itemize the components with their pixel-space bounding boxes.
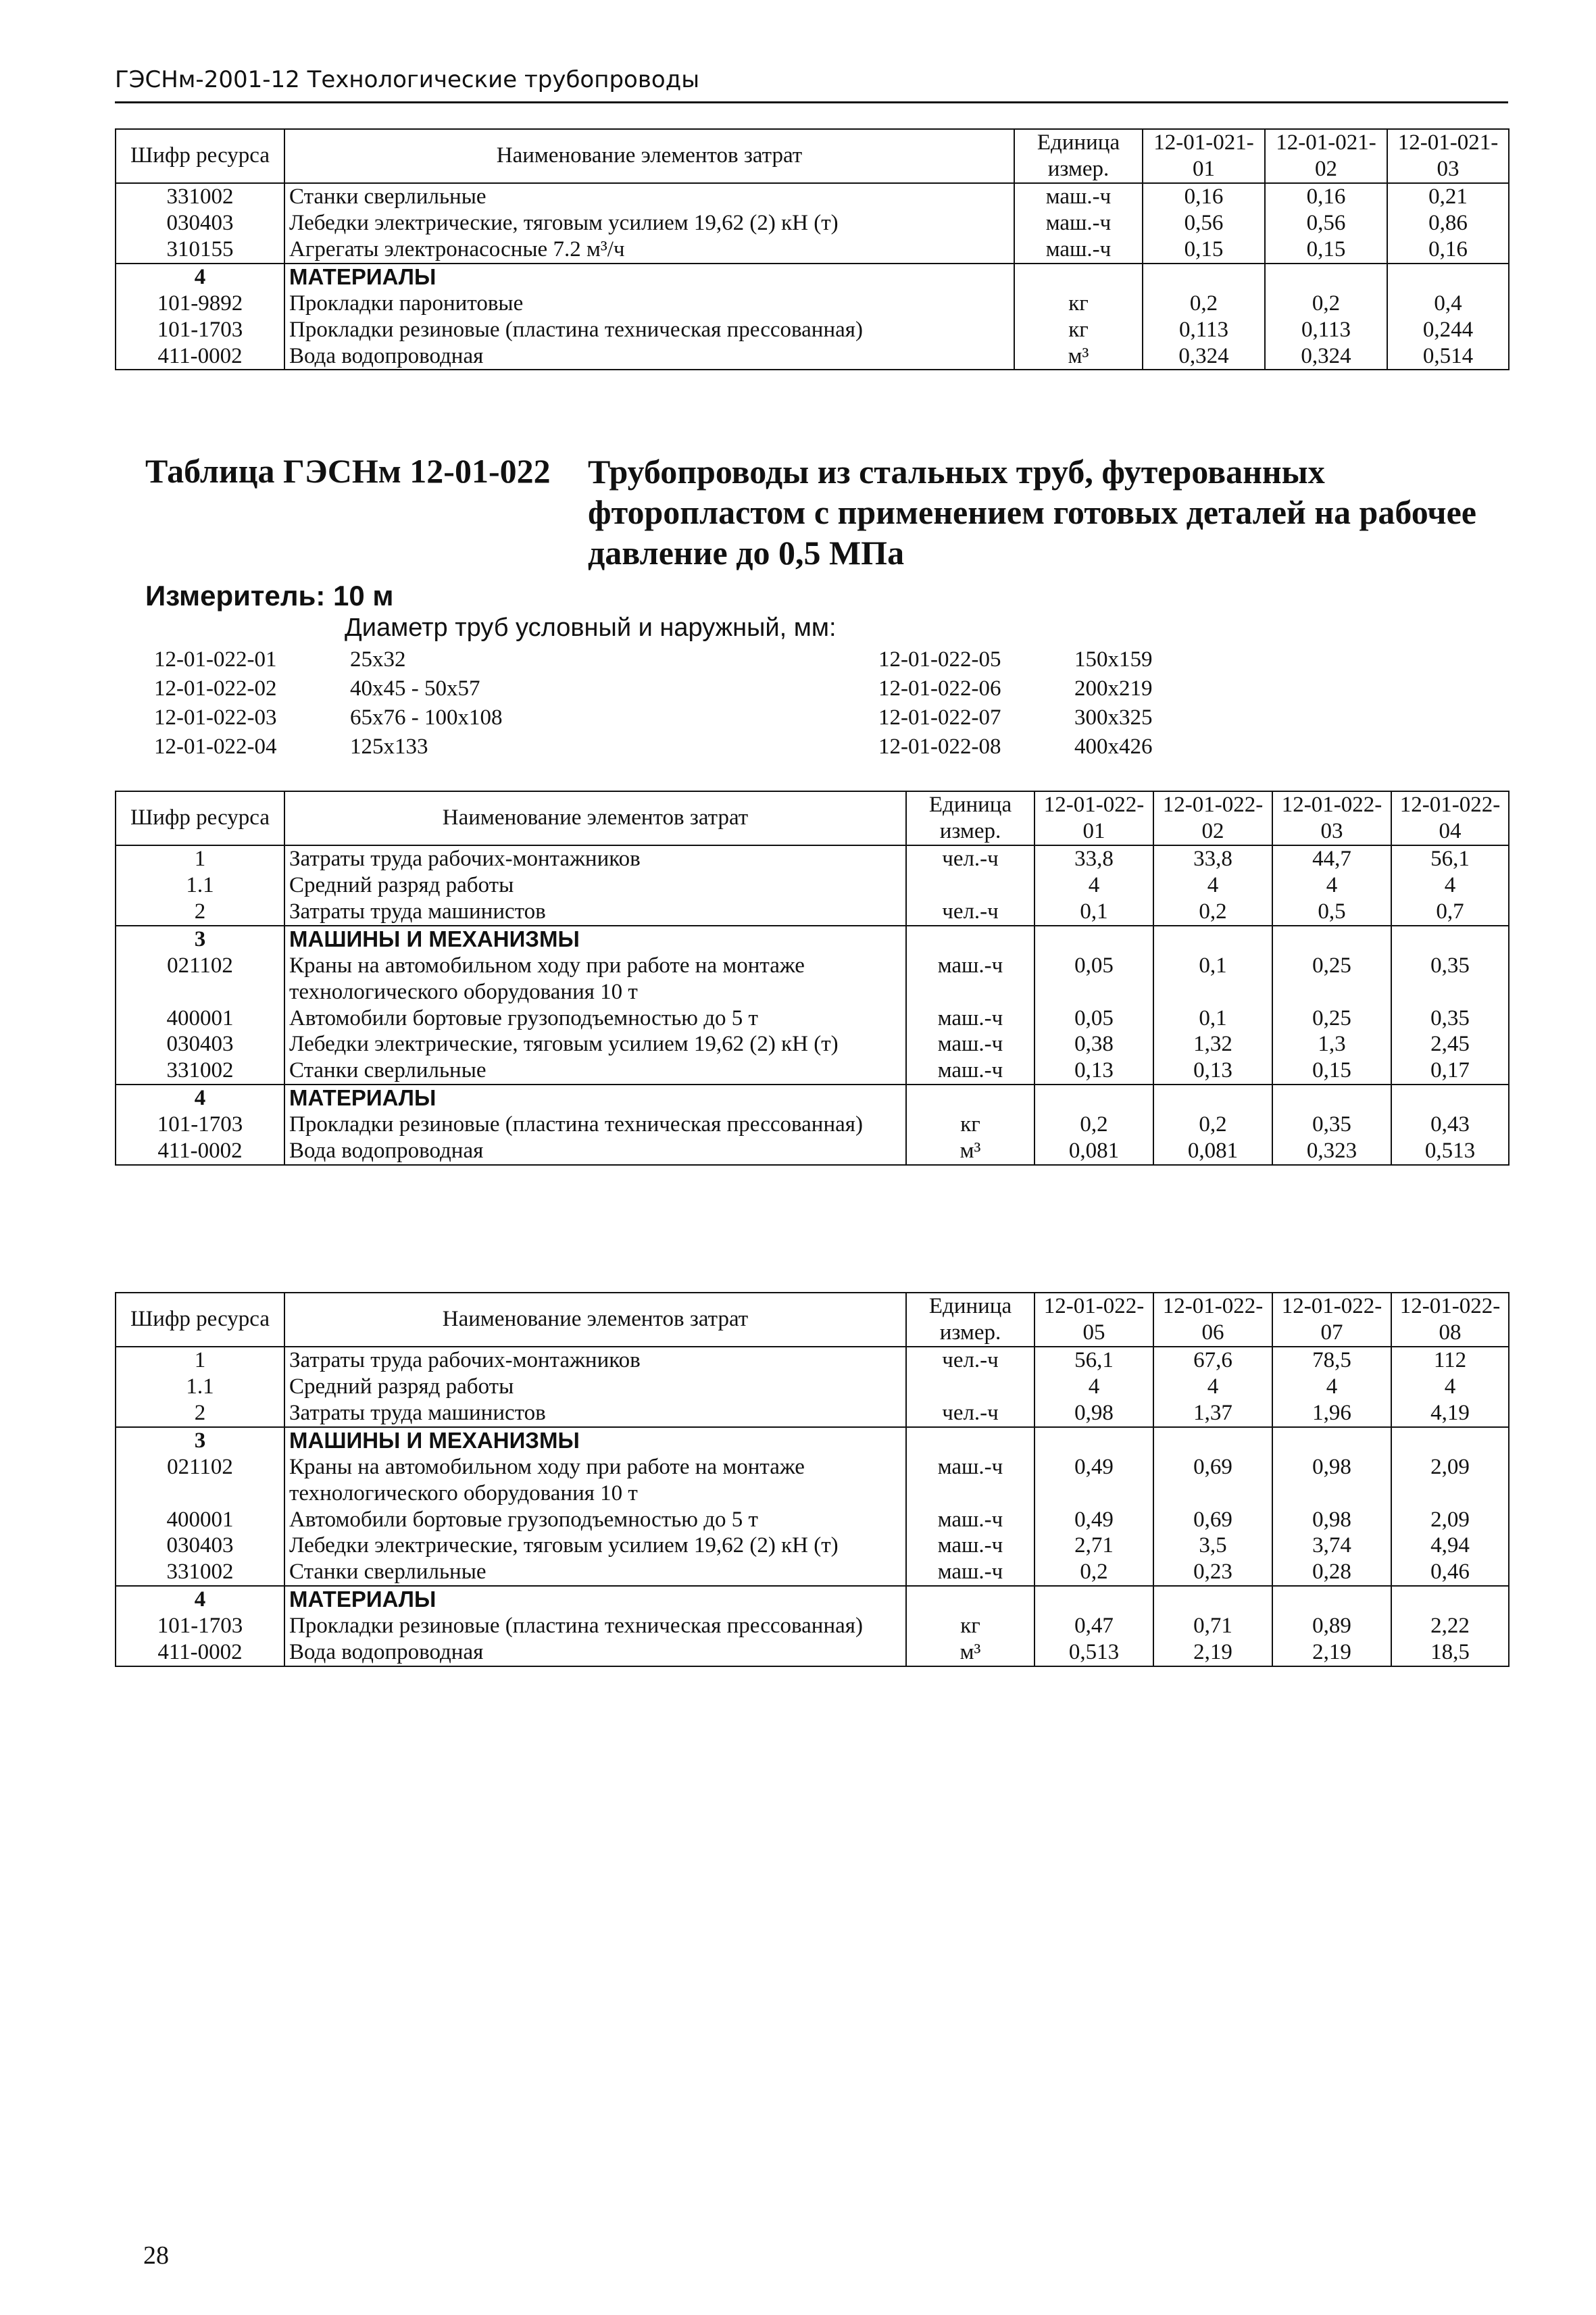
resource-unit: маш.-ч xyxy=(906,1533,1034,1559)
resource-value: 2,45 xyxy=(1391,1031,1509,1057)
diameter-size: 400x426 xyxy=(1074,735,1153,759)
resource-unit: маш.-ч xyxy=(906,1057,1034,1085)
resource-unit xyxy=(906,1085,1034,1112)
resource-unit: маш.-ч xyxy=(906,1507,1034,1533)
table-row xyxy=(116,872,1509,899)
resource-code: 411-0002 xyxy=(116,343,284,370)
page-number: 28 xyxy=(143,2241,169,2270)
header-col: 12-01-021-02 xyxy=(1265,129,1387,183)
resource-code: 331002 xyxy=(116,1057,284,1085)
table-row xyxy=(116,1057,1509,1085)
resource-name: МАТЕРИАЛЫ xyxy=(284,264,1014,291)
resource-unit: чел.-ч xyxy=(906,1347,1034,1374)
resource-name: Автомобили бортовые грузоподъемностью до 5 т xyxy=(284,1507,906,1533)
diameter-size: 40x45 - 50x57 xyxy=(350,676,480,701)
resource-value: 0,21 xyxy=(1387,183,1509,210)
resource-value: 0,1 xyxy=(1153,1005,1272,1032)
resource-value: 3,5 xyxy=(1153,1533,1272,1559)
diameter-size: 25x32 xyxy=(350,647,406,672)
resource-value xyxy=(1153,1586,1272,1613)
resource-value: 0,2 xyxy=(1153,899,1272,926)
resource-name: Вода водопроводная xyxy=(284,343,1014,370)
resource-code: 2 xyxy=(116,899,284,926)
resource-name: Средний разряд работы xyxy=(284,872,906,899)
resource-value: 0,69 xyxy=(1153,1454,1272,1507)
resource-name: МАТЕРИАЛЫ xyxy=(284,1085,906,1112)
resource-value: 0,43 xyxy=(1391,1112,1509,1138)
resource-value: 0,49 xyxy=(1034,1454,1153,1507)
resource-value: 1,3 xyxy=(1272,1031,1391,1057)
table-row xyxy=(116,183,1509,210)
resource-value: 0,1 xyxy=(1034,899,1153,926)
resource-value: 0,56 xyxy=(1265,210,1387,237)
resource-value: 4 xyxy=(1034,1374,1153,1400)
resource-name: Вода водопроводная xyxy=(284,1639,906,1666)
table-row xyxy=(116,1533,1509,1559)
resource-value: 0,69 xyxy=(1153,1507,1272,1533)
resource-name: Лебедки электрические, тяговым усилием 19,62 (2) кН (т) xyxy=(284,210,1014,237)
resource-name: Прокладки резиновые (пластина техническая прессованная) xyxy=(284,1613,906,1639)
resource-value: 0,7 xyxy=(1391,899,1509,926)
resource-value: 0,324 xyxy=(1265,343,1387,370)
table-row xyxy=(116,926,1509,953)
resource-value: 4 xyxy=(1153,872,1272,899)
diameter-code: 12-01-022-06 xyxy=(878,676,1001,701)
resource-value: 0,15 xyxy=(1143,237,1265,264)
resource-value: 4 xyxy=(1153,1374,1272,1400)
resource-code: 331002 xyxy=(116,1559,284,1586)
resource-name: Краны на автомобильном ходу при работе на монтаже технологического оборудования 10 т xyxy=(284,953,906,1005)
header-name: Наименование элементов затрат xyxy=(284,791,906,845)
resource-name: Станки сверлильные xyxy=(284,1057,906,1085)
header-col: 12-01-022-04 xyxy=(1391,791,1509,845)
resource-code: 400001 xyxy=(116,1507,284,1533)
resource-value: 0,324 xyxy=(1143,343,1265,370)
resource-unit: м³ xyxy=(906,1138,1034,1165)
table-row xyxy=(116,264,1509,291)
table-row xyxy=(116,953,1509,1005)
table-row xyxy=(116,899,1509,926)
table-row xyxy=(116,237,1509,264)
resource-value: 3,74 xyxy=(1272,1533,1391,1559)
resource-name: Лебедки электрические, тяговым усилием 19,62 (2) кН (т) xyxy=(284,1533,906,1559)
header-col: 12-01-022-08 xyxy=(1391,1293,1509,1347)
resource-unit xyxy=(906,926,1034,953)
resource-value: 0,081 xyxy=(1034,1138,1153,1165)
resource-unit: маш.-ч xyxy=(1014,183,1143,210)
resource-name: Прокладки резиновые (пластина техническая прессованная) xyxy=(284,317,1014,343)
header-col: 12-01-022-01 xyxy=(1034,791,1153,845)
table-title-label: Таблица ГЭСНм 12-01-022 xyxy=(145,452,551,490)
table-body xyxy=(116,1347,1509,1666)
resource-value: 33,8 xyxy=(1153,845,1272,872)
resource-value: 0,86 xyxy=(1387,210,1509,237)
resource-value: 0,513 xyxy=(1391,1138,1509,1165)
resource-code: 030403 xyxy=(116,1031,284,1057)
table-row xyxy=(116,1613,1509,1639)
resource-value xyxy=(1265,264,1387,291)
resource-value: 2,09 xyxy=(1391,1454,1509,1507)
header-unit: Единица измер. xyxy=(1014,129,1143,183)
resource-value xyxy=(1272,1085,1391,1112)
resource-unit: маш.-ч xyxy=(906,1454,1034,1507)
table-row xyxy=(116,1559,1509,1586)
resource-value: 0,15 xyxy=(1265,237,1387,264)
table-row xyxy=(116,1005,1509,1032)
resource-value: 0,081 xyxy=(1153,1138,1272,1165)
resource-name: Агрегаты электронасосные 7.2 м³/ч xyxy=(284,237,1014,264)
table-body xyxy=(116,845,1509,1165)
table-row xyxy=(116,210,1509,237)
resource-value: 1,96 xyxy=(1272,1400,1391,1427)
header-col: 12-01-021-03 xyxy=(1387,129,1509,183)
header-col: 12-01-022-07 xyxy=(1272,1293,1391,1347)
table-row xyxy=(116,1400,1509,1427)
resource-value: 0,13 xyxy=(1034,1057,1153,1085)
resource-value: 4,19 xyxy=(1391,1400,1509,1427)
resource-unit: кг xyxy=(906,1613,1034,1639)
resource-code: 3 xyxy=(116,926,284,953)
resource-value: 0,514 xyxy=(1387,343,1509,370)
measure-unit: Измеритель: 10 м xyxy=(145,580,394,612)
resource-value: 2,19 xyxy=(1153,1639,1272,1666)
resource-value: 0,16 xyxy=(1387,237,1509,264)
table-row xyxy=(116,845,1509,872)
resource-value: 0,5 xyxy=(1272,899,1391,926)
resource-value: 4 xyxy=(1391,1374,1509,1400)
resource-value: 56,1 xyxy=(1391,845,1509,872)
resource-value xyxy=(1034,926,1153,953)
resource-value: 56,1 xyxy=(1034,1347,1153,1374)
resource-table-022-b xyxy=(115,1292,1510,1667)
resource-value: 0,05 xyxy=(1034,1005,1153,1032)
resource-code: 411-0002 xyxy=(116,1639,284,1666)
resource-name: Автомобили бортовые грузоподъемностью до 5 т xyxy=(284,1005,906,1032)
resource-value: 0,71 xyxy=(1153,1613,1272,1639)
resource-value xyxy=(1153,1085,1272,1112)
resource-value: 0,28 xyxy=(1272,1559,1391,1586)
resource-value: 0,98 xyxy=(1034,1400,1153,1427)
resource-value: 0,35 xyxy=(1272,1112,1391,1138)
resource-value: 0,89 xyxy=(1272,1613,1391,1639)
resource-unit: маш.-ч xyxy=(906,1559,1034,1586)
resource-name: Затраты труда рабочих-монтажников xyxy=(284,845,906,872)
resource-name: Прокладки паронитовые xyxy=(284,291,1014,317)
table-row xyxy=(116,1639,1509,1666)
diameter-size: 65x76 - 100x108 xyxy=(350,705,503,730)
resource-value xyxy=(1272,1586,1391,1613)
header-code: Шифр ресурса xyxy=(116,129,284,183)
table-row xyxy=(116,1138,1509,1165)
resource-value: 0,2 xyxy=(1034,1559,1153,1586)
resource-value xyxy=(1034,1427,1153,1454)
resource-unit: кг xyxy=(1014,291,1143,317)
resource-value xyxy=(1143,264,1265,291)
header-unit: Единица измер. xyxy=(906,791,1034,845)
resource-code: 1 xyxy=(116,845,284,872)
table-body xyxy=(116,183,1509,370)
resource-value: 0,4 xyxy=(1387,291,1509,317)
diameter-size: 150x159 xyxy=(1074,647,1153,672)
resource-value xyxy=(1391,1586,1509,1613)
resource-value: 2,22 xyxy=(1391,1613,1509,1639)
resource-value: 1,37 xyxy=(1153,1400,1272,1427)
resource-value: 4 xyxy=(1272,1374,1391,1400)
resource-table-022-a xyxy=(115,791,1510,1166)
diameter-code: 12-01-022-04 xyxy=(154,735,277,759)
resource-value: 0,23 xyxy=(1153,1559,1272,1586)
resource-value: 18,5 xyxy=(1391,1639,1509,1666)
resource-value xyxy=(1272,1427,1391,1454)
table-row xyxy=(116,1586,1509,1613)
resource-value: 0,244 xyxy=(1387,317,1509,343)
resource-code: 021102 xyxy=(116,953,284,1005)
resource-value: 0,13 xyxy=(1153,1057,1272,1085)
diameter-code: 12-01-022-03 xyxy=(154,705,277,730)
diameter-size: 200x219 xyxy=(1074,676,1153,701)
resource-value: 33,8 xyxy=(1034,845,1153,872)
resource-value: 0,113 xyxy=(1265,317,1387,343)
resource-value: 2,09 xyxy=(1391,1507,1509,1533)
header-rule xyxy=(115,101,1508,103)
resource-value: 0,98 xyxy=(1272,1507,1391,1533)
diameter-label: Диаметр труб условный и наружный, мм: xyxy=(345,614,837,642)
resource-value: 44,7 xyxy=(1272,845,1391,872)
resource-code: 4 xyxy=(116,264,284,291)
resource-code: 2 xyxy=(116,1400,284,1427)
resource-name: Краны на автомобильном ходу при работе на монтаже технологического оборудования 10 т xyxy=(284,1454,906,1507)
resource-code: 101-9892 xyxy=(116,291,284,317)
table-row xyxy=(116,343,1509,370)
resource-value: 0,05 xyxy=(1034,953,1153,1005)
header-col: 12-01-022-06 xyxy=(1153,1293,1272,1347)
resource-unit: м³ xyxy=(906,1639,1034,1666)
resource-value: 0,2 xyxy=(1153,1112,1272,1138)
resource-value: 112 xyxy=(1391,1347,1509,1374)
resource-value: 0,46 xyxy=(1391,1559,1509,1586)
resource-name: МАТЕРИАЛЫ xyxy=(284,1586,906,1613)
resource-value xyxy=(1153,1427,1272,1454)
resource-unit: м³ xyxy=(1014,343,1143,370)
header-name: Наименование элементов затрат xyxy=(284,129,1014,183)
header-col: 12-01-021-01 xyxy=(1143,129,1265,183)
resource-value: 4 xyxy=(1391,872,1509,899)
diameter-size: 125x133 xyxy=(350,735,428,759)
table-row xyxy=(116,291,1509,317)
table-row xyxy=(116,1454,1509,1507)
resource-unit xyxy=(906,1374,1034,1400)
resource-unit: маш.-ч xyxy=(1014,210,1143,237)
resource-value: 0,98 xyxy=(1272,1454,1391,1507)
resource-unit: чел.-ч xyxy=(906,899,1034,926)
resource-code: 101-1703 xyxy=(116,1112,284,1138)
resource-unit: чел.-ч xyxy=(906,845,1034,872)
header-col: 12-01-022-03 xyxy=(1272,791,1391,845)
resource-name: Станки сверлильные xyxy=(284,1559,906,1586)
resource-value: 0,25 xyxy=(1272,953,1391,1005)
resource-value: 2,71 xyxy=(1034,1533,1153,1559)
resource-value: 0,2 xyxy=(1034,1112,1153,1138)
resource-name: Прокладки резиновые (пластина техническая прессованная) xyxy=(284,1112,906,1138)
resource-value: 0,513 xyxy=(1034,1639,1153,1666)
resource-code: 411-0002 xyxy=(116,1138,284,1165)
resource-unit: кг xyxy=(1014,317,1143,343)
table-row xyxy=(116,1347,1509,1374)
resource-unit: маш.-ч xyxy=(906,953,1034,1005)
resource-unit: маш.-ч xyxy=(906,1031,1034,1057)
resource-value: 0,17 xyxy=(1391,1057,1509,1085)
resource-code: 030403 xyxy=(116,210,284,237)
resource-name: Затраты труда машинистов xyxy=(284,899,906,926)
resource-unit: чел.-ч xyxy=(906,1400,1034,1427)
resource-name: Затраты труда рабочих-монтажников xyxy=(284,1347,906,1374)
table-row xyxy=(116,1507,1509,1533)
header-code: Шифр ресурса xyxy=(116,791,284,845)
resource-value xyxy=(1153,926,1272,953)
resource-value: 4 xyxy=(1272,872,1391,899)
resource-code: 021102 xyxy=(116,1454,284,1507)
resource-value: 2,19 xyxy=(1272,1639,1391,1666)
resource-code: 101-1703 xyxy=(116,1613,284,1639)
table-row xyxy=(116,1031,1509,1057)
resource-unit xyxy=(906,1427,1034,1454)
resource-table-021 xyxy=(115,128,1510,370)
resource-value xyxy=(1034,1586,1153,1613)
resource-value: 67,6 xyxy=(1153,1347,1272,1374)
resource-value: 0,2 xyxy=(1143,291,1265,317)
resource-name: Затраты труда машинистов xyxy=(284,1400,906,1427)
resource-name: МАШИНЫ И МЕХАНИЗМЫ xyxy=(284,926,906,953)
resource-code: 1 xyxy=(116,1347,284,1374)
resource-value: 0,16 xyxy=(1143,183,1265,210)
resource-value: 0,35 xyxy=(1391,953,1509,1005)
resource-name: МАШИНЫ И МЕХАНИЗМЫ xyxy=(284,1427,906,1454)
resource-unit: маш.-ч xyxy=(1014,237,1143,264)
diameter-code: 12-01-022-07 xyxy=(878,705,1001,730)
resource-code: 101-1703 xyxy=(116,317,284,343)
table-row xyxy=(116,1427,1509,1454)
resource-code: 331002 xyxy=(116,183,284,210)
resource-unit xyxy=(906,1586,1034,1613)
table-row xyxy=(116,317,1509,343)
table-row xyxy=(116,1085,1509,1112)
resource-value: 78,5 xyxy=(1272,1347,1391,1374)
resource-unit: маш.-ч xyxy=(906,1005,1034,1032)
header-code: Шифр ресурса xyxy=(116,1293,284,1347)
resource-value: 0,47 xyxy=(1034,1613,1153,1639)
resource-value xyxy=(1391,1427,1509,1454)
diameter-code: 12-01-022-08 xyxy=(878,735,1001,759)
header-col: 12-01-022-05 xyxy=(1034,1293,1153,1347)
table-title-text: Трубопроводы из стальных труб, футерованных фторопластом с применением готовых деталей на рабочее давление до 0,5 МПа xyxy=(588,453,1476,572)
diameter-code: 12-01-022-05 xyxy=(878,647,1001,672)
running-header: ГЭСНм-2001-12 Технологические трубопроводы xyxy=(115,66,700,93)
resource-value: 1,32 xyxy=(1153,1031,1272,1057)
resource-value xyxy=(1387,264,1509,291)
resource-code: 310155 xyxy=(116,237,284,264)
resource-value xyxy=(1391,926,1509,953)
resource-value: 0,56 xyxy=(1143,210,1265,237)
header-col: 12-01-022-02 xyxy=(1153,791,1272,845)
header-name: Наименование элементов затрат xyxy=(284,1293,906,1347)
diameter-size: 300x325 xyxy=(1074,705,1153,730)
resource-code: 4 xyxy=(116,1586,284,1613)
resource-value: 4,94 xyxy=(1391,1533,1509,1559)
diameter-code: 12-01-022-01 xyxy=(154,647,277,672)
diameter-code: 12-01-022-02 xyxy=(154,676,277,701)
resource-unit xyxy=(1014,264,1143,291)
resource-value: 0,323 xyxy=(1272,1138,1391,1165)
resource-value: 4 xyxy=(1034,872,1153,899)
resource-code: 030403 xyxy=(116,1533,284,1559)
resource-code: 1.1 xyxy=(116,872,284,899)
header-unit: Единица измер. xyxy=(906,1293,1034,1347)
resource-value: 0,49 xyxy=(1034,1507,1153,1533)
resource-value xyxy=(1034,1085,1153,1112)
table-row xyxy=(116,1374,1509,1400)
resource-value xyxy=(1272,926,1391,953)
resource-name: Лебедки электрические, тяговым усилием 19,62 (2) кН (т) xyxy=(284,1031,906,1057)
resource-name: Средний разряд работы xyxy=(284,1374,906,1400)
resource-name: Вода водопроводная xyxy=(284,1138,906,1165)
resource-value: 0,2 xyxy=(1265,291,1387,317)
resource-unit xyxy=(906,872,1034,899)
resource-value: 0,25 xyxy=(1272,1005,1391,1032)
resource-value: 0,15 xyxy=(1272,1057,1391,1085)
resource-value xyxy=(1391,1085,1509,1112)
resource-name: Станки сверлильные xyxy=(284,183,1014,210)
resource-value: 0,38 xyxy=(1034,1031,1153,1057)
resource-code: 400001 xyxy=(116,1005,284,1032)
resource-value: 0,113 xyxy=(1143,317,1265,343)
resource-code: 3 xyxy=(116,1427,284,1454)
resource-unit: кг xyxy=(906,1112,1034,1138)
resource-code: 1.1 xyxy=(116,1374,284,1400)
resource-value: 0,35 xyxy=(1391,1005,1509,1032)
table-row xyxy=(116,1112,1509,1138)
resource-value: 0,1 xyxy=(1153,953,1272,1005)
resource-code: 4 xyxy=(116,1085,284,1112)
resource-value: 0,16 xyxy=(1265,183,1387,210)
